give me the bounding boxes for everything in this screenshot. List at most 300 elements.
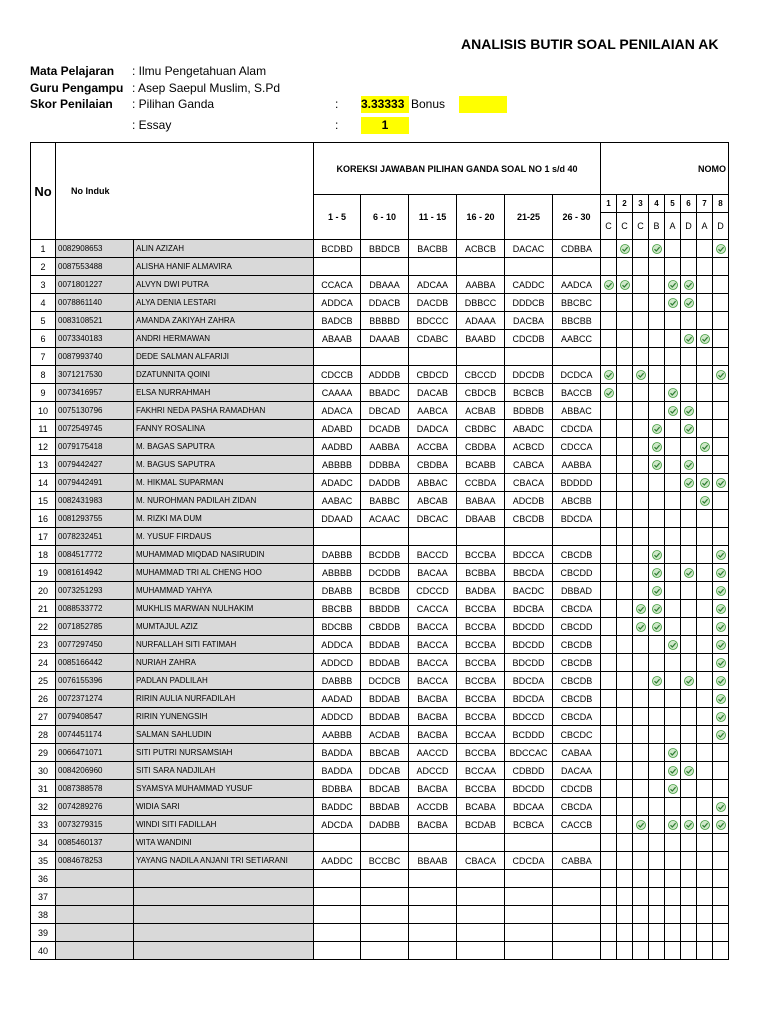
answer-cell[interactable]: BCCBC (361, 852, 409, 870)
student-name-cell[interactable]: ALVYN DWI PUTRA (134, 276, 314, 294)
answer-cell[interactable]: CACCB (553, 816, 601, 834)
student-name-cell[interactable]: WITA WANDINI (134, 834, 314, 852)
answer-cell[interactable]: CBCDD (553, 564, 601, 582)
student-name-cell[interactable]: DZATUNNITA QOINI (134, 366, 314, 384)
answer-cell[interactable] (409, 834, 457, 852)
student-name-cell[interactable]: RIRIN AULIA NURFADILAH (134, 690, 314, 708)
answer-cell[interactable]: CBDCD (409, 366, 457, 384)
answer-cell[interactable]: BCCAA (457, 726, 505, 744)
answer-cell[interactable] (361, 348, 409, 366)
answer-cell[interactable]: BBDDB (361, 600, 409, 618)
student-name-cell[interactable]: ALIN AZIZAH (134, 240, 314, 258)
answer-cell[interactable] (505, 888, 553, 906)
answer-cell[interactable]: BABAA (457, 492, 505, 510)
student-id-cell[interactable]: 0082431983 (56, 492, 134, 510)
answer-cell[interactable]: BDCAA (505, 798, 553, 816)
answer-cell[interactable]: DBBAD (553, 582, 601, 600)
student-id-cell[interactable]: 0084206960 (56, 762, 134, 780)
answer-cell[interactable]: BDCDD (505, 780, 553, 798)
answer-cell[interactable]: BDCDD (505, 636, 553, 654)
answer-cell[interactable] (314, 258, 361, 276)
answer-cell[interactable]: DDCDB (505, 366, 553, 384)
student-name-cell[interactable]: YAYANG NADILA ANJANI TRI SETIARANI (134, 852, 314, 870)
answer-cell[interactable]: BDDAB (361, 636, 409, 654)
student-name-cell[interactable]: WINDI SITI FADILLAH (134, 816, 314, 834)
answer-cell[interactable]: AADDC (314, 852, 361, 870)
answer-cell[interactable]: DDAAD (314, 510, 361, 528)
answer-cell[interactable]: CADDC (505, 276, 553, 294)
answer-cell[interactable]: DADBB (361, 816, 409, 834)
answer-cell[interactable]: BBBBD (361, 312, 409, 330)
answer-cell[interactable] (409, 258, 457, 276)
student-name-cell[interactable]: WIDIA SARI (134, 798, 314, 816)
answer-cell[interactable]: BDCCAC (505, 744, 553, 762)
answer-cell[interactable]: BDCDD (505, 618, 553, 636)
answer-cell[interactable]: CBDDB (361, 618, 409, 636)
answer-cell[interactable] (505, 870, 553, 888)
answer-cell[interactable]: ACBCD (505, 438, 553, 456)
student-name-cell[interactable]: M. HIKMAL SUPARMAN (134, 474, 314, 492)
answer-cell[interactable]: CDCCD (409, 582, 457, 600)
student-id-cell[interactable]: 0073416957 (56, 384, 134, 402)
student-id-cell[interactable]: 0076155396 (56, 672, 134, 690)
student-name-cell[interactable]: MUHAMMAD YAHYA (134, 582, 314, 600)
answer-cell[interactable]: BDCAB (361, 780, 409, 798)
student-name-cell[interactable] (134, 924, 314, 942)
answer-cell[interactable]: CDBBA (553, 240, 601, 258)
answer-cell[interactable]: BCDDB (361, 546, 409, 564)
answer-cell[interactable] (457, 924, 505, 942)
answer-cell[interactable]: DABBB (314, 546, 361, 564)
answer-cell[interactable]: CDCDB (553, 780, 601, 798)
student-name-cell[interactable]: M. NUROHMAN PADILAH ZIDAN (134, 492, 314, 510)
student-id-cell[interactable]: 0072371274 (56, 690, 134, 708)
answer-cell[interactable]: BACBA (409, 708, 457, 726)
student-id-cell[interactable] (56, 888, 134, 906)
student-id-cell[interactable] (56, 906, 134, 924)
answer-cell[interactable]: BCBBA (457, 564, 505, 582)
answer-cell[interactable]: CBCDB (553, 654, 601, 672)
answer-cell[interactable] (505, 258, 553, 276)
answer-cell[interactable] (553, 870, 601, 888)
answer-cell[interactable]: BCBCB (505, 384, 553, 402)
answer-cell[interactable]: CBCDD (553, 618, 601, 636)
answer-cell[interactable]: CBCDB (553, 636, 601, 654)
student-name-cell[interactable]: M. BAGAS SAPUTRA (134, 438, 314, 456)
answer-cell[interactable]: DDACB (361, 294, 409, 312)
student-name-cell[interactable]: MUMTAJUL AZIZ (134, 618, 314, 636)
answer-cell[interactable]: CCACA (314, 276, 361, 294)
answer-cell[interactable]: DBAAA (361, 276, 409, 294)
answer-cell[interactable]: BBCAB (361, 744, 409, 762)
student-name-cell[interactable]: ALISHA HANIF ALMAVIRA (134, 258, 314, 276)
answer-cell[interactable]: BCCBA (457, 618, 505, 636)
answer-cell[interactable]: AADBD (314, 438, 361, 456)
answer-cell[interactable]: AABCA (409, 402, 457, 420)
answer-cell[interactable]: CBDBC (457, 420, 505, 438)
answer-cell[interactable]: BDCDA (505, 672, 553, 690)
student-id-cell[interactable]: 0085166442 (56, 654, 134, 672)
answer-cell[interactable]: CDCDA (505, 852, 553, 870)
answer-cell[interactable]: ABCAB (409, 492, 457, 510)
answer-cell[interactable]: BADDC (314, 798, 361, 816)
answer-cell[interactable] (314, 942, 361, 960)
student-name-cell[interactable]: NURFALLAH SITI FATIMAH (134, 636, 314, 654)
answer-cell[interactable] (361, 528, 409, 546)
answer-cell[interactable] (361, 258, 409, 276)
answer-cell[interactable]: DBCAD (361, 402, 409, 420)
student-id-cell[interactable]: 0071852785 (56, 618, 134, 636)
answer-cell[interactable]: BCCBA (457, 780, 505, 798)
student-name-cell[interactable]: M. BAGUS SAPUTRA (134, 456, 314, 474)
answer-cell[interactable] (361, 888, 409, 906)
answer-cell[interactable]: ADCAA (409, 276, 457, 294)
answer-cell[interactable]: DACDB (409, 294, 457, 312)
student-name-cell[interactable]: ELSA NURRAHMAH (134, 384, 314, 402)
answer-cell[interactable]: AABBA (457, 276, 505, 294)
answer-cell[interactable]: ADACA (314, 402, 361, 420)
answer-cell[interactable]: ADADC (314, 474, 361, 492)
answer-cell[interactable]: BCDDD (505, 726, 553, 744)
answer-cell[interactable]: DCDCB (361, 672, 409, 690)
answer-cell[interactable] (409, 528, 457, 546)
student-name-cell[interactable]: MUHAMMAD MIQDAD NASIRUDIN (134, 546, 314, 564)
answer-cell[interactable]: ACCDB (409, 798, 457, 816)
answer-cell[interactable]: DDDCB (505, 294, 553, 312)
answer-cell[interactable]: BDDDD (553, 474, 601, 492)
answer-cell[interactable]: ADCDA (314, 816, 361, 834)
essay-score[interactable]: 1 (361, 117, 409, 134)
answer-cell[interactable] (314, 348, 361, 366)
answer-cell[interactable]: CCBDA (457, 474, 505, 492)
answer-cell[interactable]: CBCDA (553, 708, 601, 726)
answer-cell[interactable]: BCBDB (361, 582, 409, 600)
answer-cell[interactable]: BDCCA (505, 546, 553, 564)
answer-cell[interactable]: AADCA (553, 276, 601, 294)
answer-cell[interactable]: BACBA (409, 816, 457, 834)
answer-cell[interactable]: DCDCA (553, 366, 601, 384)
student-id-cell[interactable]: 0078861140 (56, 294, 134, 312)
student-name-cell[interactable]: SALMAN SAHLUDIN (134, 726, 314, 744)
answer-cell[interactable] (553, 834, 601, 852)
answer-cell[interactable]: BACCB (553, 384, 601, 402)
answer-cell[interactable] (361, 870, 409, 888)
answer-cell[interactable]: DDCAB (361, 762, 409, 780)
student-name-cell[interactable]: SITI SARA NADJILAH (134, 762, 314, 780)
answer-cell[interactable]: BDDAB (361, 654, 409, 672)
answer-cell[interactable] (314, 834, 361, 852)
answer-cell[interactable]: BAABD (457, 330, 505, 348)
answer-cell[interactable]: ABAAB (314, 330, 361, 348)
answer-cell[interactable]: ACDAB (361, 726, 409, 744)
answer-cell[interactable]: BCCBA (457, 654, 505, 672)
answer-cell[interactable]: BACBA (409, 690, 457, 708)
student-name-cell[interactable]: MUKHLIS MARWAN NULHAKIM (134, 600, 314, 618)
student-id-cell[interactable]: 0079442427 (56, 456, 134, 474)
answer-cell[interactable]: CBACA (457, 852, 505, 870)
answer-cell[interactable]: BCABA (457, 798, 505, 816)
answer-cell[interactable]: BDBBA (314, 780, 361, 798)
student-id-cell[interactable]: 0066471071 (56, 744, 134, 762)
student-name-cell[interactable]: ANDRI HERMAWAN (134, 330, 314, 348)
answer-cell[interactable] (457, 348, 505, 366)
student-name-cell[interactable]: NURIAH ZAHRA (134, 654, 314, 672)
answer-cell[interactable]: DADCA (409, 420, 457, 438)
answer-cell[interactable] (457, 834, 505, 852)
answer-cell[interactable]: BCDAB (457, 816, 505, 834)
answer-cell[interactable] (553, 942, 601, 960)
answer-cell[interactable]: CDCCA (553, 438, 601, 456)
answer-cell[interactable] (505, 348, 553, 366)
answer-cell[interactable]: CABAA (553, 744, 601, 762)
answer-cell[interactable]: BCCBA (457, 708, 505, 726)
answer-cell[interactable] (505, 942, 553, 960)
answer-cell[interactable]: BACBB (409, 240, 457, 258)
answer-cell[interactable]: ABADC (505, 420, 553, 438)
student-id-cell[interactable]: 0082908653 (56, 240, 134, 258)
answer-cell[interactable]: BBCBB (314, 600, 361, 618)
answer-cell[interactable]: AABAC (314, 492, 361, 510)
answer-cell[interactable] (409, 924, 457, 942)
answer-cell[interactable]: BBAAB (409, 852, 457, 870)
answer-cell[interactable]: BACCD (409, 546, 457, 564)
answer-cell[interactable]: AABBA (553, 456, 601, 474)
student-id-cell[interactable]: 0079175418 (56, 438, 134, 456)
student-id-cell[interactable]: 0088533772 (56, 600, 134, 618)
answer-cell[interactable]: BDCBB (314, 618, 361, 636)
student-name-cell[interactable]: SITI PUTRI NURSAMSIAH (134, 744, 314, 762)
student-id-cell[interactable]: 0083108521 (56, 312, 134, 330)
answer-cell[interactable]: CBACA (505, 474, 553, 492)
answer-cell[interactable]: CBDBA (457, 438, 505, 456)
answer-cell[interactable]: BBADC (361, 384, 409, 402)
answer-cell[interactable]: DDBBA (361, 456, 409, 474)
student-id-cell[interactable]: 0081614942 (56, 564, 134, 582)
student-name-cell[interactable]: MUHAMMAD TRI AL CHENG HOO (134, 564, 314, 582)
answer-cell[interactable]: BDCCD (505, 708, 553, 726)
answer-cell[interactable]: ACBCB (457, 240, 505, 258)
student-id-cell[interactable]: 0073340183 (56, 330, 134, 348)
student-id-cell[interactable]: 0087553488 (56, 258, 134, 276)
answer-cell[interactable]: ADAAA (457, 312, 505, 330)
answer-cell[interactable]: AACCD (409, 744, 457, 762)
answer-cell[interactable]: DBABB (314, 582, 361, 600)
student-id-cell[interactable]: 3071217530 (56, 366, 134, 384)
answer-cell[interactable]: ACBAB (457, 402, 505, 420)
answer-cell[interactable]: BDCBA (505, 600, 553, 618)
answer-cell[interactable]: ADCCD (409, 762, 457, 780)
answer-cell[interactable]: BDDAB (361, 690, 409, 708)
answer-cell[interactable]: BCBCA (505, 816, 553, 834)
answer-cell[interactable] (553, 348, 601, 366)
student-id-cell[interactable] (56, 870, 134, 888)
answer-cell[interactable]: CBCDC (553, 726, 601, 744)
student-name-cell[interactable] (134, 906, 314, 924)
answer-cell[interactable]: ABBAC (409, 474, 457, 492)
mc-score[interactable]: 3.33333 (361, 96, 409, 113)
answer-cell[interactable]: DBAAB (457, 510, 505, 528)
answer-cell[interactable]: BACCA (409, 654, 457, 672)
answer-cell[interactable]: BDCDA (553, 510, 601, 528)
answer-cell[interactable]: CBCDB (505, 510, 553, 528)
answer-cell[interactable] (361, 942, 409, 960)
answer-cell[interactable] (457, 906, 505, 924)
bonus-input[interactable] (459, 96, 507, 113)
answer-cell[interactable]: CDABC (409, 330, 457, 348)
answer-cell[interactable]: BCCAA (457, 762, 505, 780)
answer-cell[interactable]: ACCBA (409, 438, 457, 456)
answer-cell[interactable]: ADABD (314, 420, 361, 438)
answer-cell[interactable] (314, 870, 361, 888)
student-id-cell[interactable]: 0077297450 (56, 636, 134, 654)
student-id-cell[interactable]: 0079408547 (56, 708, 134, 726)
student-name-cell[interactable]: FANNY ROSALINA (134, 420, 314, 438)
answer-cell[interactable]: DAAAB (361, 330, 409, 348)
student-name-cell[interactable]: RIRIN YUNENGSIH (134, 708, 314, 726)
answer-cell[interactable]: CBDBA (409, 456, 457, 474)
answer-cell[interactable] (553, 906, 601, 924)
answer-cell[interactable]: BDCCC (409, 312, 457, 330)
student-id-cell[interactable]: 0084678253 (56, 852, 134, 870)
answer-cell[interactable]: CDBDD (505, 762, 553, 780)
answer-cell[interactable] (314, 906, 361, 924)
answer-cell[interactable] (409, 942, 457, 960)
student-id-cell[interactable]: 0073279315 (56, 816, 134, 834)
answer-cell[interactable]: BDBDB (505, 402, 553, 420)
answer-cell[interactable]: BACBA (409, 726, 457, 744)
answer-cell[interactable]: BBCDA (505, 564, 553, 582)
answer-cell[interactable]: BBCBB (553, 312, 601, 330)
student-name-cell[interactable]: DEDE SALMAN ALFARIJI (134, 348, 314, 366)
student-id-cell[interactable]: 0072549745 (56, 420, 134, 438)
answer-cell[interactable]: BCDBD (314, 240, 361, 258)
answer-cell[interactable] (457, 942, 505, 960)
answer-cell[interactable]: BCABB (457, 456, 505, 474)
student-id-cell[interactable]: 0085460137 (56, 834, 134, 852)
student-name-cell[interactable]: M. YUSUF FIRDAUS (134, 528, 314, 546)
answer-cell[interactable]: BCCBA (457, 636, 505, 654)
answer-cell[interactable]: ADDCA (314, 636, 361, 654)
answer-cell[interactable]: AABBB (314, 726, 361, 744)
student-id-cell[interactable]: 0081293755 (56, 510, 134, 528)
answer-cell[interactable]: BACCA (409, 636, 457, 654)
student-name-cell[interactable] (134, 942, 314, 960)
student-id-cell[interactable]: 0078232451 (56, 528, 134, 546)
answer-cell[interactable]: AABCC (553, 330, 601, 348)
answer-cell[interactable] (361, 834, 409, 852)
answer-cell[interactable] (457, 258, 505, 276)
answer-cell[interactable]: BBCBC (553, 294, 601, 312)
answer-cell[interactable]: DCADB (361, 420, 409, 438)
student-name-cell[interactable] (134, 870, 314, 888)
answer-cell[interactable] (409, 348, 457, 366)
answer-cell[interactable]: ADDDB (361, 366, 409, 384)
answer-cell[interactable] (553, 258, 601, 276)
answer-cell[interactable] (409, 906, 457, 924)
answer-cell[interactable]: BCCBA (457, 744, 505, 762)
student-id-cell[interactable]: 0071801227 (56, 276, 134, 294)
answer-cell[interactable]: BDCDD (505, 654, 553, 672)
answer-cell[interactable] (505, 834, 553, 852)
answer-cell[interactable]: CBDCB (457, 384, 505, 402)
answer-cell[interactable] (457, 888, 505, 906)
answer-cell[interactable]: CAAAA (314, 384, 361, 402)
answer-cell[interactable]: CDCCB (314, 366, 361, 384)
answer-cell[interactable]: BCCBA (457, 546, 505, 564)
answer-cell[interactable]: CBCDB (553, 672, 601, 690)
answer-cell[interactable]: AABBA (361, 438, 409, 456)
answer-cell[interactable]: DACAC (505, 240, 553, 258)
student-name-cell[interactable]: ALYA DENIA LESTARI (134, 294, 314, 312)
answer-cell[interactable]: ABBBB (314, 456, 361, 474)
answer-cell[interactable]: BACCA (409, 618, 457, 636)
student-id-cell[interactable]: 0073251293 (56, 582, 134, 600)
answer-cell[interactable]: CBCDA (553, 600, 601, 618)
answer-cell[interactable]: DCDDB (361, 564, 409, 582)
answer-cell[interactable]: BADCB (314, 312, 361, 330)
student-name-cell[interactable]: PADLAN PADLILAH (134, 672, 314, 690)
answer-cell[interactable]: ADDCD (314, 654, 361, 672)
answer-cell[interactable] (361, 906, 409, 924)
answer-cell[interactable]: BACDC (505, 582, 553, 600)
answer-cell[interactable]: CBCDA (553, 798, 601, 816)
answer-cell[interactable]: ADDCA (314, 294, 361, 312)
answer-cell[interactable]: CDCDB (505, 330, 553, 348)
answer-cell[interactable]: BCCBA (457, 672, 505, 690)
answer-cell[interactable]: ABCBB (553, 492, 601, 510)
answer-cell[interactable]: CABBA (553, 852, 601, 870)
student-id-cell[interactable]: 0087993740 (56, 348, 134, 366)
answer-cell[interactable]: CABCA (505, 456, 553, 474)
answer-cell[interactable]: BBDCB (361, 240, 409, 258)
answer-cell[interactable]: CBCDB (553, 690, 601, 708)
answer-cell[interactable] (505, 906, 553, 924)
answer-cell[interactable]: BADDA (314, 762, 361, 780)
answer-cell[interactable] (314, 924, 361, 942)
student-id-cell[interactable]: 0074289276 (56, 798, 134, 816)
student-id-cell[interactable]: 0075130796 (56, 402, 134, 420)
answer-cell[interactable] (314, 888, 361, 906)
answer-cell[interactable]: BACCA (409, 672, 457, 690)
answer-cell[interactable]: DBBCC (457, 294, 505, 312)
answer-cell[interactable]: ACAAC (361, 510, 409, 528)
answer-cell[interactable] (409, 870, 457, 888)
answer-cell[interactable]: BADDA (314, 744, 361, 762)
answer-cell[interactable]: DADDB (361, 474, 409, 492)
answer-cell[interactable]: BDCDA (505, 690, 553, 708)
answer-cell[interactable]: ABBBB (314, 564, 361, 582)
answer-cell[interactable] (361, 924, 409, 942)
student-name-cell[interactable]: FAKHRI NEDA PASHA RAMADHAN (134, 402, 314, 420)
answer-cell[interactable]: BABBC (361, 492, 409, 510)
answer-cell[interactable]: CACCA (409, 600, 457, 618)
answer-cell[interactable]: AADAD (314, 690, 361, 708)
student-name-cell[interactable]: AMANDA ZAKIYAH ZAHRA (134, 312, 314, 330)
answer-cell[interactable] (314, 528, 361, 546)
answer-cell[interactable]: DACBA (505, 312, 553, 330)
answer-cell[interactable] (457, 528, 505, 546)
answer-cell[interactable]: ADDCD (314, 708, 361, 726)
answer-cell[interactable] (505, 924, 553, 942)
student-id-cell[interactable] (56, 942, 134, 960)
answer-cell[interactable]: BADBA (457, 582, 505, 600)
answer-cell[interactable] (553, 888, 601, 906)
answer-cell[interactable] (409, 888, 457, 906)
student-id-cell[interactable] (56, 924, 134, 942)
answer-cell[interactable] (457, 870, 505, 888)
student-name-cell[interactable] (134, 888, 314, 906)
answer-cell[interactable]: ADCDB (505, 492, 553, 510)
